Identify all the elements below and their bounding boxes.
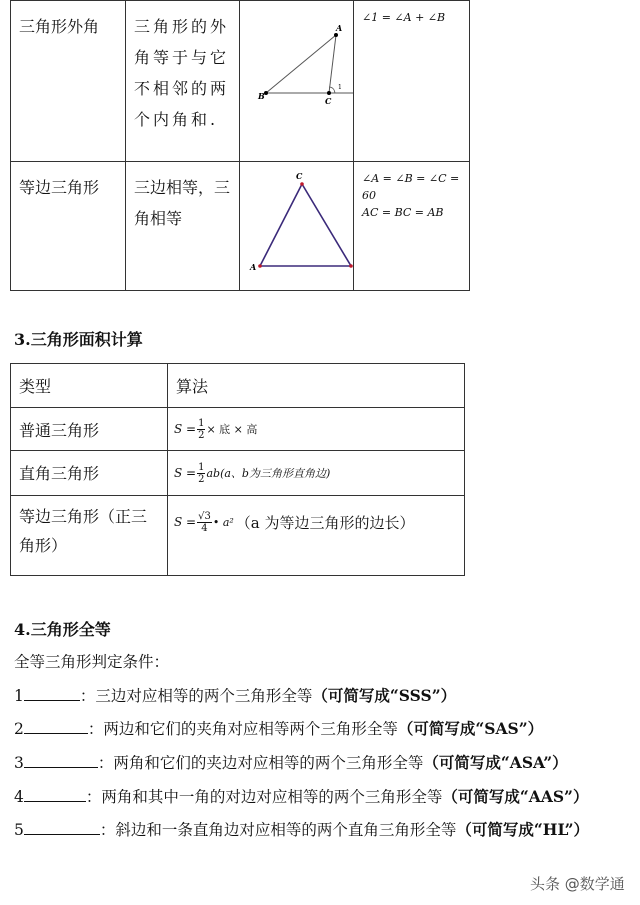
area-row-equilateral-formula: S = $\frac{√3}{4}$ • a² （a 为等边三角形的边长） [168,496,465,576]
row-equilateral-formula: ∠A = ∠B = ∠C = 60 AC = BC = AB [354,162,470,291]
area-header-type: 类型 [11,364,168,408]
side-ac [329,35,336,93]
exterior-angle-diagram [240,1,353,161]
area-table [10,363,465,576]
point-a [334,33,338,37]
congruence-intro: 全等三角形判定条件： [14,653,170,671]
equilateral-diagram [240,162,353,290]
side-ab [266,35,336,93]
label-a: A [336,23,343,33]
congruence-item-2: 2 ：两边和它们的夹角对应相等两个三角形全等（可简写成“SAS”） [14,719,544,738]
area-row-general-type: 普通三角形 [11,408,168,451]
area-row-right-type: 直角三角形 [11,451,168,496]
point-c [300,182,304,186]
fill-blank-4[interactable] [24,787,86,802]
point-b [349,264,353,268]
point-a [258,264,262,268]
properties-table [10,0,470,291]
area-row-equilateral-type: 等边三角形（正三 角形） [11,496,168,576]
equilateral-diagram-cell [240,162,354,291]
row-equilateral-name: 等边三角形 [11,162,126,291]
row-exterior-angle-name: 三角形外角 [11,1,126,162]
point-c [327,91,331,95]
label-c: C [325,96,332,106]
section-3-title: 3.三角形面积计算 [14,330,143,349]
fill-blank-1[interactable] [24,686,80,701]
row-exterior-angle-desc: 三角形的外 角等于与它 不相邻的两 个内角和. [126,1,240,162]
label-a: A [250,262,257,272]
row-exterior-angle-formula: ∠1 = ∠A + ∠B [354,1,470,162]
fill-blank-5[interactable] [24,820,100,835]
fill-blank-2[interactable] [24,719,88,734]
row-equilateral-desc: 三边相等，三 角相等 [126,162,240,291]
fill-blank-3[interactable] [24,753,98,768]
congruence-item-4: 4 ：两角和其中一角的对边对应相等的两个三角形全等（可简写成“AAS”） [14,787,589,806]
area-row-general-formula: S = $\frac{1}{2}$ × 底 × 高 [168,408,465,451]
label-c: C [296,171,303,181]
area-header-algo: 算法 [168,364,465,408]
area-row-right-formula: S = $\frac{1}{2}$ ab(a、b为三角形直角边) [168,451,465,496]
section-4-title: 4.三角形全等 [14,620,111,639]
exterior-angle-diagram-cell [240,1,354,162]
label-angle-1: 1 [338,84,342,91]
label-b: B [258,91,265,101]
congruence-item-3: 3 ：两角和它们的夹边对应相等的两个三角形全等（可简写成“ASA”） [14,753,568,772]
watermark: 头条 @数学通 [530,875,625,893]
congruence-item-5: 5 ：斜边和一条直角边对应相等的两个直角三角形全等（可简写成“HL”） [14,820,590,839]
equilateral-triangle [260,184,351,266]
congruence-item-1: 1 ：三边对应相等的两个三角形全等（可简写成“SSS”） [14,686,457,705]
